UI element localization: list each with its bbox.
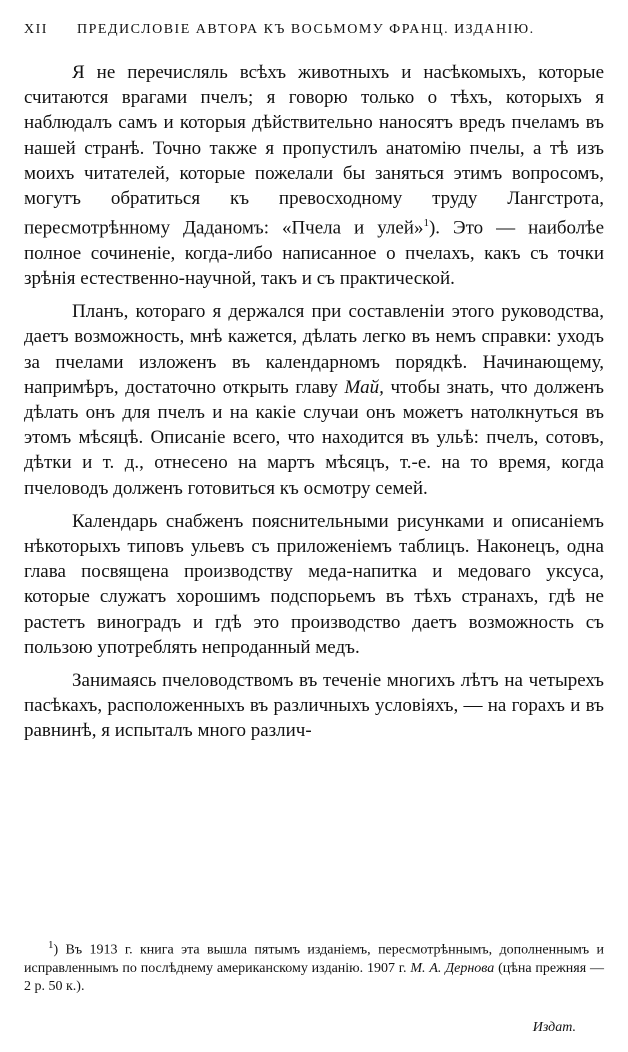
footnote-mark: 1 (48, 939, 54, 951)
running-header (24, 22, 604, 38)
footnote-ref: 1 (423, 217, 429, 230)
footnote-publisher: М. А. Дернова (410, 960, 495, 976)
paragraph-2-text-cont: чтобы знать, что долженъ дѣлать онъ для пчелъ и на какіе случаи онъ можетъ натолкнуться въ этомъ мѣсяцѣ. Описаніе всего, что находится въ ульѣ: пчелъ, сотовъ, дѣтки и т. д., отнесено на мартъ мѣсяцъ, т.-е. на то время, когда пчеловодъ долженъ готовиться къ осмотру семей. (24, 376, 604, 499)
footnote-text: ) Въ 1913 г. книга эта вышла пятымъ изданіемъ, пересмотрѣннымъ, дополненнымъ и исправленнымъ по послѣднему американскому изданію. 1907 г. (24, 942, 604, 976)
paragraph-2-text: Планъ, котораго я держался при составленіи этого руководства, даетъ возможность, мнѣ кажется, дѣлать легко въ немъ справки: уходъ за пчелами изложенъ въ календарномъ порядкѣ. Начинающему, напримѣръ, достаточно открыть главу (24, 301, 604, 398)
paragraph-1 (24, 60, 604, 291)
footnote (24, 936, 604, 996)
month-name: Май, (344, 376, 384, 398)
page-number: XII (24, 22, 48, 37)
paragraph-1-text-cont: ). Это — наиболѣе полное сочиненіе, когда-либо написанное о пчелахъ, какъ съ точки зрѣнія естественно-научной, такъ и съ практической. (24, 217, 605, 289)
paragraph-4-text: Занимаясь пчеловодствомъ въ теченіе многихъ лѣтъ на четырехъ пасѣкахъ, расположенныхъ въ различныхъ условіяхъ, — на горахъ и въ равнинѣ, я испыталъ много различ- (24, 670, 604, 742)
paragraph-3 (24, 509, 604, 660)
paragraph-4 (24, 668, 604, 744)
paragraph-1-text: Я не перечисляль всѣхъ животныхъ и насѣкомыхъ, которые считаются врагами пчелъ; я говорю только о тѣхъ, которыхъ я наблюдалъ самъ и которыя дѣйствительно наносятъ вредъ пчеламъ въ нашей странѣ. Точно также я пропустилъ анатомію пчелы, а тѣ изъ моихъ читателей, которые пожелали бы заняться этимъ вопросомъ, могутъ обратиться къ превосходному труду Лангстрота, пересмотрѣнному Даданомъ: «Пчела и улей» (24, 62, 604, 239)
paragraph-3-text: Календарь снабженъ пояснительными рисунками и описаніемъ нѣкоторыхъ типовъ ульевъ съ приложеніемъ таблицъ. Наконецъ, одна глава посвящена производству меда-напитка и медоваго уксуса, которые служатъ хорошимъ подспорьемъ въ тѣхъ странахъ, гдѣ не растетъ виноградъ и гдѣ это производство даетъ возможность съ пользою употреблять непроданный медъ. (24, 510, 604, 658)
footnote-signature: Издат. (532, 1020, 576, 1035)
paragraph-2 (24, 299, 604, 501)
body-text (24, 60, 604, 744)
running-title: ПРЕДИСЛОВІЕ АВТОРА КЪ ВОСЬМОМУ ФРАНЦ. ИЗДАНІЮ. (77, 22, 535, 37)
footnote-text-cont: (цѣна прежняя — 2 р. 50 к.). (24, 960, 604, 994)
